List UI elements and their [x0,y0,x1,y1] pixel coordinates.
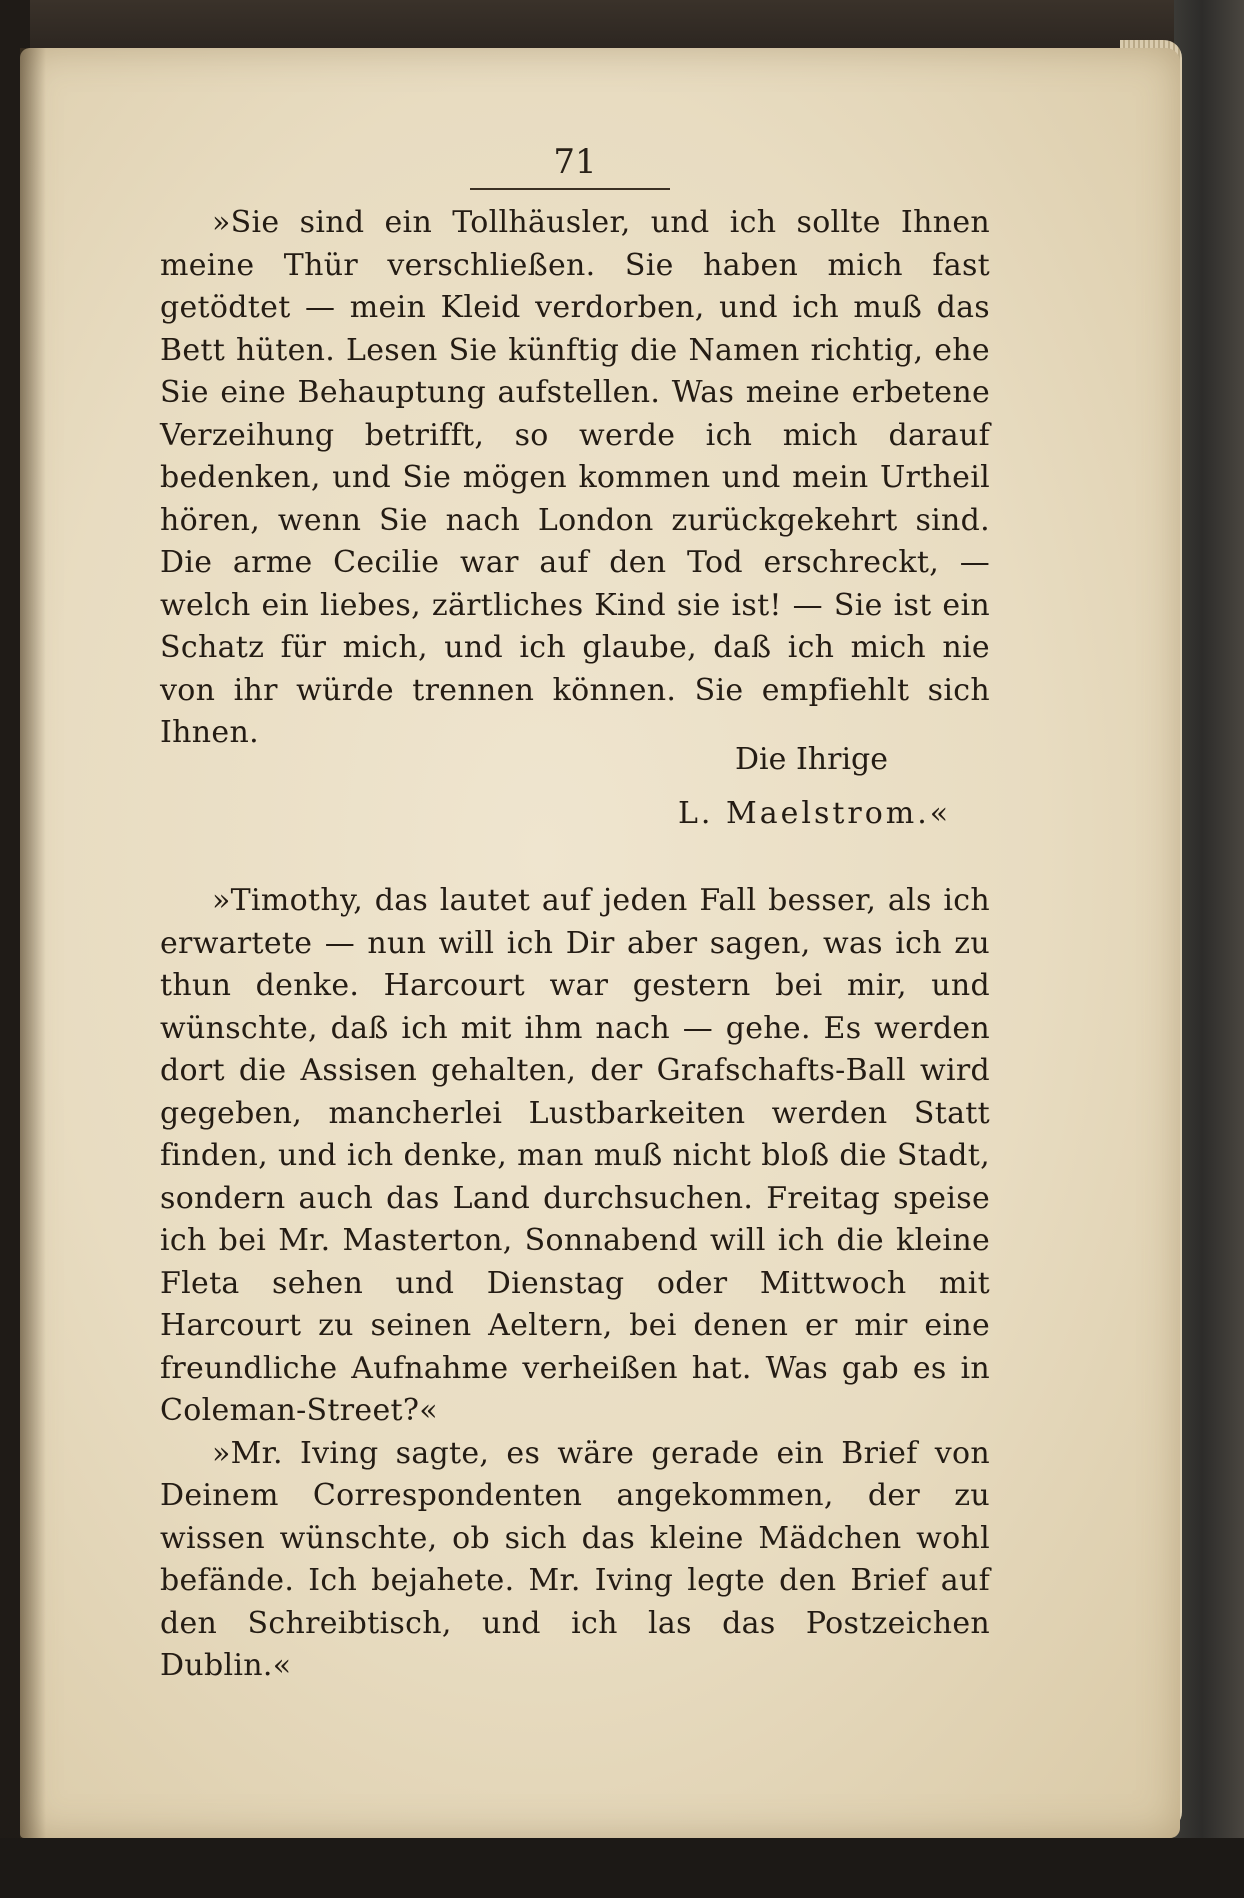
narrative-body [160,880,990,1688]
header-rule [470,188,670,190]
paragraph: »Mr. Iving sagte, es wäre gerade ein Brief von Deinem Correspondenten angekommen, der zu wissen wünschte, ob sich das kleine Mädchen wohl befände. Ich bejahete. Mr. Iving legte den Brief auf den Schreibtisch, und ich las das Postzeichen Dublin.« [160,1435,990,1683]
page-gutter-shadow [20,48,46,1838]
paragraph: »Sie sind ein Tollhäusler, und ich sollte Ihnen meine Thür verschließen. Sie haben mich fast getödtet — mein Kleid verdorben, und ich muß das Bett hüten. Lesen Sie künftig die Namen richtig, ehe Sie eine Behauptung aufstellen. Was meine erbetene Verzeihung betrifft, so werde ich mich darauf bedenken, und Sie mögen kommen und mein Urtheil hören, wenn Sie nach London zurückgekehrt sind. Die arme Cecilie war auf den Tod erschreckt, — welch ein liebes, zärtliches Kind sie ist! — Sie ist ein Schatz für mich, und ich glaube, daß ich mich nie von ihr würde trennen können. Sie empfiehlt sich Ihnen. [160,205,990,750]
paragraph: »Timothy, das lautet auf jeden Fall besser, als ich erwartete — nun will ich Dir aber sagen, was ich zu thun denke. Harcourt war gestern bei mir, und wünschte, daß ich mit ihm nach — gehe. Es werden dort die Assisen gehalten, der Grafschafts-Ball wird gegeben, mancherlei Lustbarkeiten werden Statt finden, und ich denke, man muß nicht bloß die Stadt, sondern auch das Land durchsuchen. Freitag speise ich bei Mr. Masterton, Sonnabend will ich die kleine Fleta sehen und Dienstag oder Mittwoch mit Harcourt zu seinen Aeltern, bei denen er mir eine freundliche Aufnahme verheißen hat. Was gab es in Coleman-Street?« [160,883,990,1428]
letter-closing: Die Ihrige [735,742,889,777]
letter-body [160,202,990,755]
book-cover-bottom [0,1838,1244,1898]
letter-signature: L. Maelstrom.« [678,796,952,831]
page-number: 71 [553,142,597,182]
book-cover-right [1174,0,1244,1898]
